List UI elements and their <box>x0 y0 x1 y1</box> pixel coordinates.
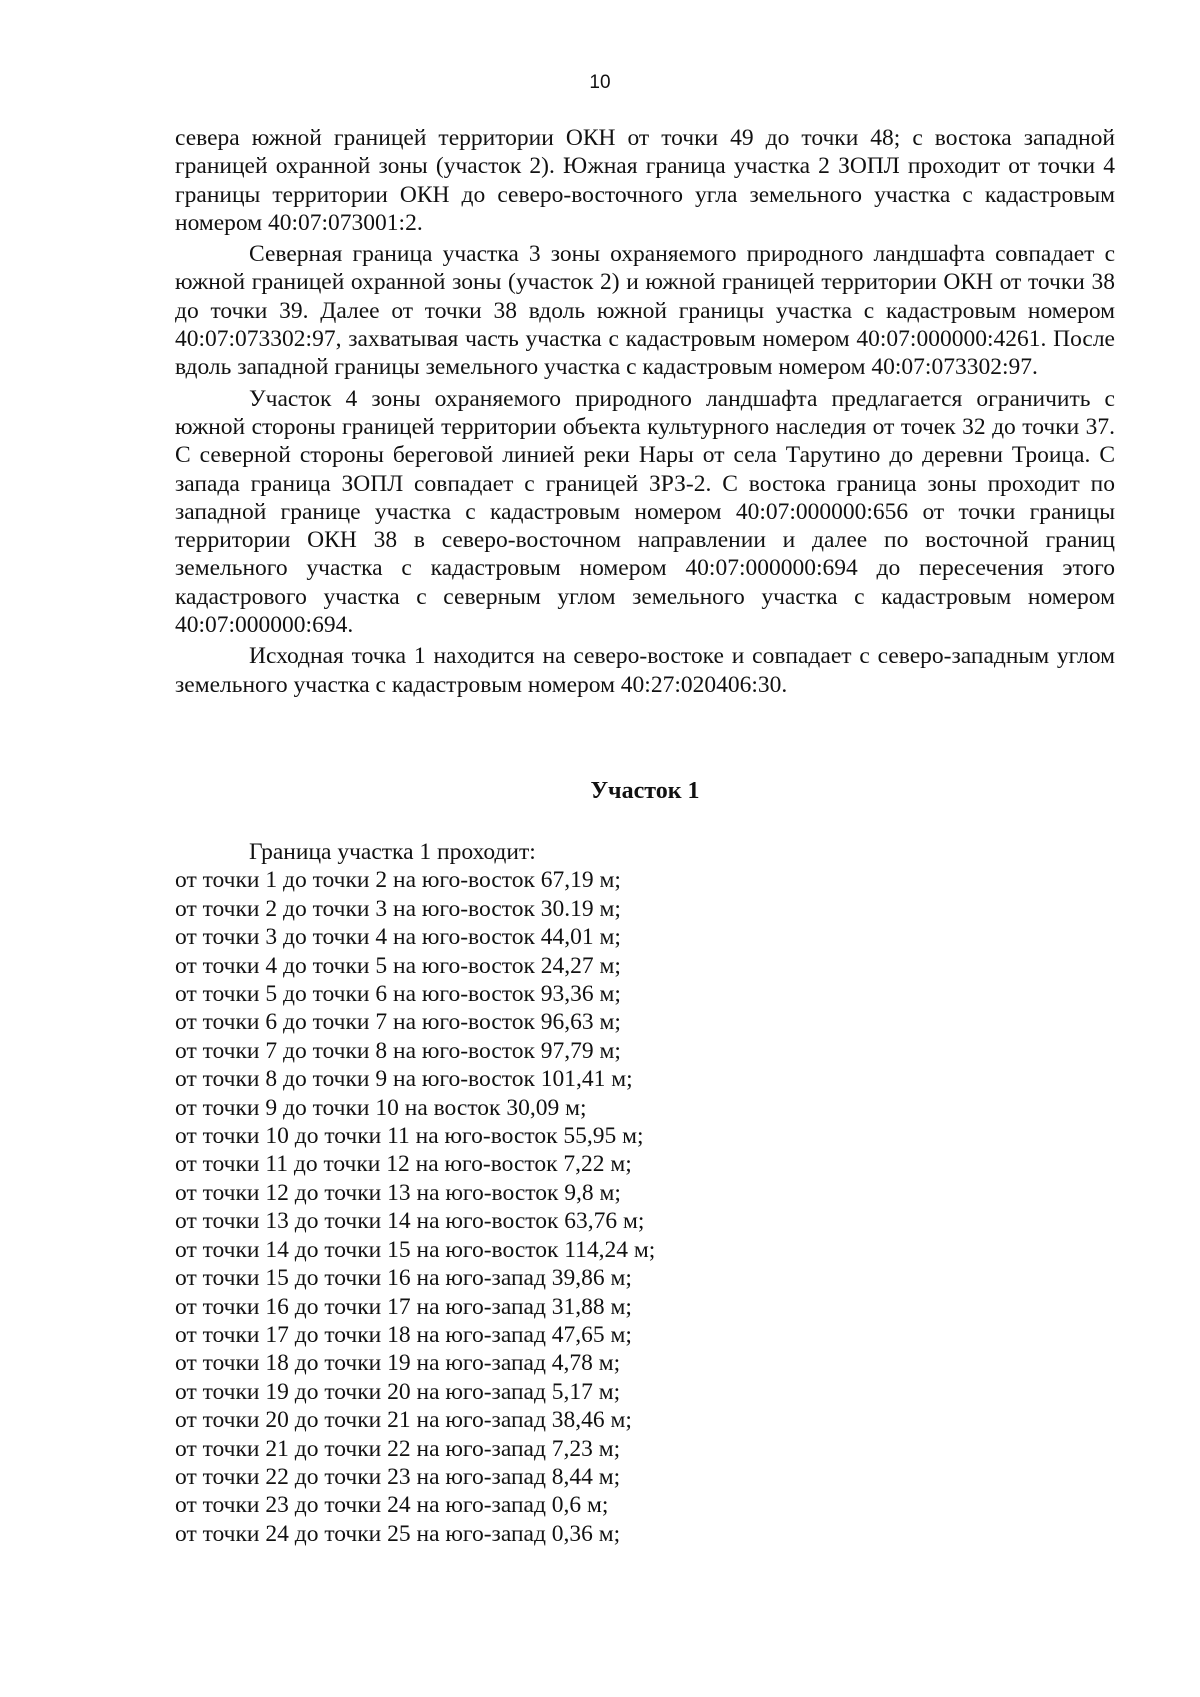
paragraph: севера южной границей территории ОКН от точки 49 до точки 48; с востока западной границей охранной зоны (участок 2). Южная граница участка 2 ЗОПЛ проходит от точки 4 границы территории ОКН до северо-восточного угла земельного участка с кадастровым номером 40:07:073001:2. <box>175 125 1115 236</box>
section-heading: Участок 1 <box>590 778 700 804</box>
boundary-line: от точки 11 до точки 12 на юго-восток 7,22 м; <box>175 1151 632 1178</box>
boundary-line: от точки 4 до точки 5 на юго-восток 24,27 м; <box>175 952 621 979</box>
boundary-line: от точки 3 до точки 4 на юго-восток 44,01 м; <box>175 924 621 951</box>
boundary-line: от точки 1 до точки 2 на юго-восток 67,19 м; <box>175 867 621 894</box>
boundary-line: от точки 7 до точки 8 на юго-восток 97,79 м; <box>175 1037 621 1064</box>
boundary-line: от точки 8 до точки 9 на юго-восток 101,41 м; <box>175 1066 633 1093</box>
paragraph: Участок 4 зоны охраняемого природного ландшафта предлагается ограничить с южной стороны границей территории объекта культурного наследия от точек 32 до точки 37. С северной стороны береговой линией реки Нары от села Тарутино до деревни Троица. С запада граница ЗОПЛ совпадает с границей ЗРЗ-2. С востока граница зоны проходит по западной границе участка с кадастровым номером 40:07:000000:656 от точки границы территории ОКН 38 в северо-восточном направлении и далее по восточной границ земельного участка с кадастровым номером 40:07:000000:694 до пересечения этого кадастрового участка с северным углом земельного участка с кадастровым номером 40:07:000000:694. <box>175 385 1115 639</box>
boundary-line: от точки 17 до точки 18 на юго-запад 47,65 м; <box>175 1321 632 1348</box>
boundary-line: от точки 19 до точки 20 на юго-запад 5,17 м; <box>175 1378 621 1405</box>
boundary-line: от точки 13 до точки 14 на юго-восток 63,76 м; <box>175 1208 645 1235</box>
boundary-line: от точки 2 до точки 3 на юго-восток 30.19 м; <box>175 895 621 922</box>
boundary-line: от точки 12 до точки 13 на юго-восток 9,8 м; <box>175 1179 621 1206</box>
boundary-line: от точки 5 до точки 6 на юго-восток 93,36 м; <box>175 981 621 1008</box>
page-number: 10 <box>589 72 611 93</box>
boundary-section <box>175 838 1115 1548</box>
boundary-line: от точки 22 до точки 23 на юго-запад 8,44 м; <box>175 1463 621 1490</box>
boundary-line: от точки 16 до точки 17 на юго-запад 31,88 м; <box>175 1293 632 1320</box>
boundary-line: от точки 9 до точки 10 на восток 30,09 м; <box>175 1094 587 1121</box>
boundary-line: от точки 24 до точки 25 на юго-запад 0,36 м; <box>175 1520 621 1547</box>
boundary-intro: Граница участка 1 проходит: <box>249 839 536 865</box>
paragraph: Исходная точка 1 находится на северо-востоке и совпадает с северо-западным углом земельного участка с кадастровым номером 40:27:020406:30. <box>175 643 1115 698</box>
body-text <box>175 124 1115 699</box>
paragraph: Северная граница участка 3 зоны охраняемого природного ландшафта совпадает с южной границей охранной зоны (участок 2) и южной границей территории ОКН от точки 38 до точки 39. Далее от точки 38 вдоль южной границы участка с кадастровым номером 40:07:073302:97, захватывая часть участка с кадастровым номером 40:07:000000:4261. После вдоль западной границы земельного участка с кадастровым номером 40:07:073302:97. <box>175 241 1115 381</box>
boundary-line: от точки 18 до точки 19 на юго-запад 4,78 м; <box>175 1350 621 1377</box>
boundary-line: от точки 23 до точки 24 на юго-запад 0,6 м; <box>175 1492 609 1519</box>
boundary-line: от точки 15 до точки 16 на юго-запад 39,86 м; <box>175 1265 632 1292</box>
boundary-line: от точки 21 до точки 22 на юго-запад 7,23 м; <box>175 1435 621 1462</box>
boundary-list <box>175 866 1115 1548</box>
boundary-line: от точки 6 до точки 7 на юго-восток 96,63 м; <box>175 1009 621 1036</box>
boundary-line: от точки 14 до точки 15 на юго-восток 114,24 м; <box>175 1236 656 1263</box>
boundary-line: от точки 10 до точки 11 на юго-восток 55,95 м; <box>175 1123 644 1150</box>
boundary-line: от точки 20 до точки 21 на юго-запад 38,46 м; <box>175 1407 632 1434</box>
